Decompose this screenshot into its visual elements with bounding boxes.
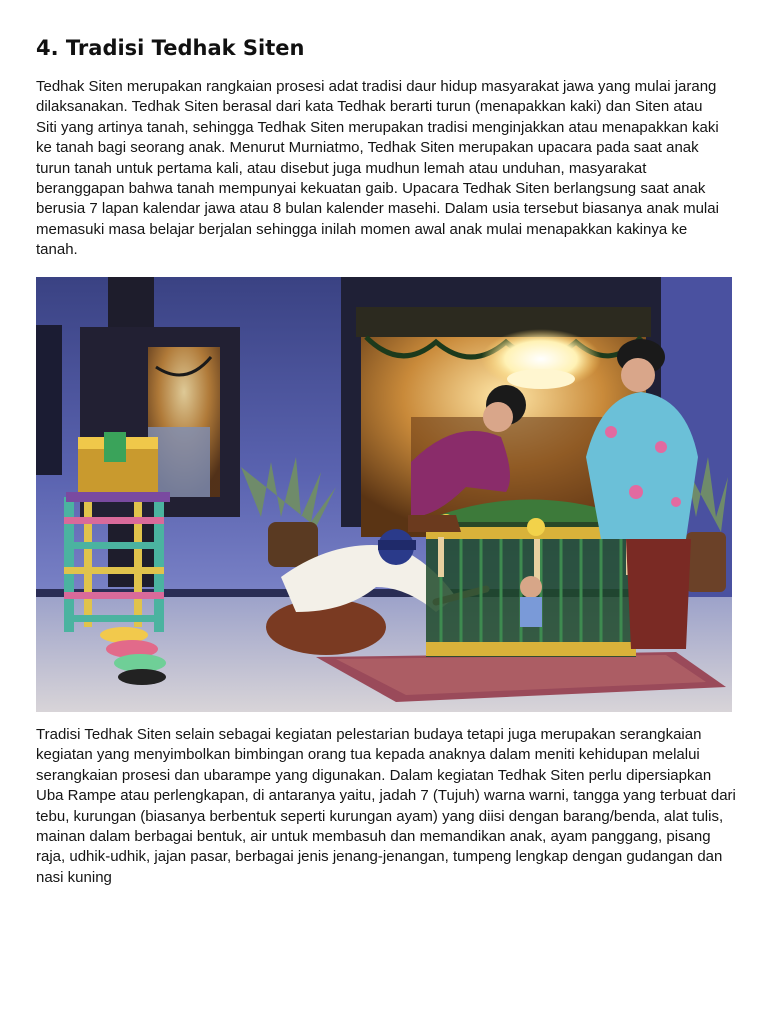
article-paragraph-1: Tedhak Siten merupakan rangkaian prosesi adat tradisi daur hidup masyarakat jawa yang mulai jarang dilaksanakan. Tedhak Siten berasal dari kata Tedhak berarti turun (menapakkan kaki) dan Siten atau Siti yang artinya tanah, sehingga Tedhak Siten merupakan tradisi menginjakkan atau menapakkan kaki ke tanah bagi seorang anak. Menurut Murniatmo, Tedhak Siten merupakan upacara pada saat anak turun tanah untuk pertama kali, atau disebut juga mudhun lemah atau unduhan, masyarakat beranggapan bahwa tanah mempunyai kekuatan gaib. Upacara Tedhak Siten berlangsung saat anak berusia 7 lapan kalendar jawa atau 8 bulan kalender masehi. Dalam usia tersebut biasanya anak mulai memasuki masa belajar berjalan sehingga inilah momen awal anak mulai menapakkan kakinya ke tanah. [36, 78, 719, 259]
ceremony-photo [36, 277, 732, 712]
article-title: 4. Tradisi Tedhak Siten [36, 36, 305, 60]
article-paragraph-2: Tradisi Tedhak Siten selain sebagai kegiatan pelestarian budaya tetapi juga merupakan serangkaian kegiatan yang menyimbolkan bimbingan orang tua kepada anaknya dalam meniti kehidupan melalui serangkaian prosesi dan ubarampe yang digunakan. Dalam kegiatan Tedhak Siten perlu dipersiapkan Uba Rampe atau perlengkapan, di antaranya yaitu, jadah 7 (Tujuh) warna warni, tangga yang terbuat dari tebu, kurungan (biasanya berbentuk seperti kurungan ayam) yang diisi dengan barang/benda, alat tulis, mainan dalam berbagai bentuk, air untuk membasuh dan memandikan anak, ayam panggang, pisang raja, udhik-udhik, jajan pasar, berbagai jenis jenang-jenangan, tumpeng lengkap dengan gudangan dan nasi kuning [36, 726, 736, 886]
ceremony-photo-illustration [36, 277, 732, 712]
